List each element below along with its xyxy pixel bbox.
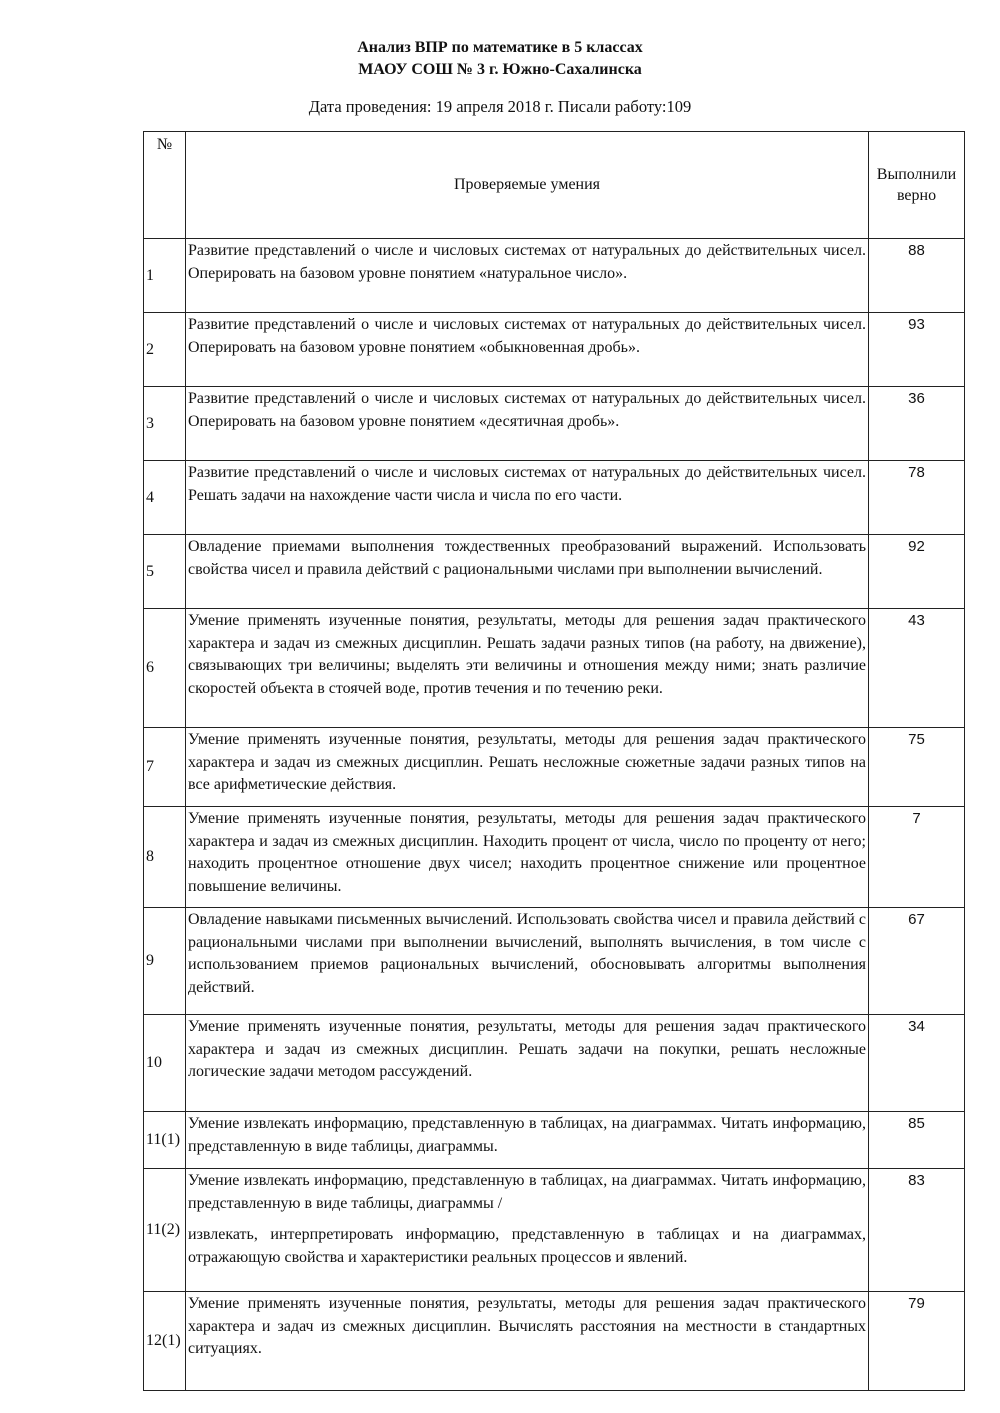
table-row bbox=[144, 387, 965, 461]
row-skill: Умение применять изученные понятия, результаты, методы для решения задач практического характера и задач из смежных дисциплин. Решать несложные сюжетные задачи разных типов на все арифметические действия. bbox=[186, 728, 869, 807]
row-result: 93 bbox=[869, 313, 965, 387]
table-row bbox=[144, 1169, 965, 1292]
row-result: 7 bbox=[869, 807, 965, 908]
row-number: 4 bbox=[144, 461, 186, 535]
row-skill: Развитие представлений о числе и числовых системах от натуральных до действительных чисел. Оперировать на базовом уровне понятием «натуральное число». bbox=[186, 239, 869, 313]
row-number: 12(1) bbox=[144, 1292, 186, 1391]
row-result: 79 bbox=[869, 1292, 965, 1391]
row-skill bbox=[186, 1169, 869, 1292]
document-subtitle: Дата проведения: 19 апреля 2018 г. Писали работу:109 bbox=[308, 97, 692, 116]
row-number: 11(1) bbox=[144, 1112, 186, 1169]
row-skill: Умение применять изученные понятия, результаты, методы для решения задач практического характера и задач из смежных дисциплин. Решать задачи разных типов (на работу, на движение), связывающих три величины; выделять эти величины и отношения между ними; знать различие скоростей объекта в стоячей воде, против течения и по течению реки. bbox=[186, 609, 869, 728]
row-skill: Умение применять изученные понятия, результаты, методы для решения задач практического характера и задач из смежных дисциплин. Решать задачи на покупки, решать несложные логические задачи методом рассуждений. bbox=[186, 1015, 869, 1112]
row-result: 78 bbox=[869, 461, 965, 535]
row-skill-part-2: извлекать, интерпретировать информацию, представленную в таблицах и на диаграммах, отражающую свойства и характеристики реальных процессов и явлений. bbox=[188, 1226, 866, 1266]
row-skill: Развитие представлений о числе и числовых системах от натуральных до действительных чисел. Оперировать на базовом уровне понятием «десятичная дробь». bbox=[186, 387, 869, 461]
row-number: 10 bbox=[144, 1015, 186, 1112]
row-skill: Умение извлекать информацию, представленную в таблицах, на диаграммах. Читать информацию, представленную в виде таблицы, диаграммы. bbox=[186, 1112, 869, 1169]
row-skill: Умение применять изученные понятия, результаты, методы для решения задач практического характера и задач из смежных дисциплин. Находить процент от числа, число по проценту от него; находить процентное отношение двух чисел; находить процентное снижение или процентное повышение величины. bbox=[186, 807, 869, 908]
table-row bbox=[144, 1112, 965, 1169]
table-row bbox=[144, 1015, 965, 1112]
document-title-line-1: Анализ ВПР по математике в 5 классах bbox=[357, 39, 643, 56]
row-number: 7 bbox=[144, 728, 186, 807]
row-number: 8 bbox=[144, 807, 186, 908]
document-title-line-2: МАОУ СОШ № 3 г. Южно-Сахалинска bbox=[358, 61, 642, 78]
row-skill: Развитие представлений о числе и числовых системах от натуральных до действительных чисел. Решать задачи на нахождение части числа и числа по его части. bbox=[186, 461, 869, 535]
table-header-row bbox=[144, 132, 965, 239]
table-row bbox=[144, 239, 965, 313]
row-result: 92 bbox=[869, 535, 965, 609]
table-row bbox=[144, 609, 965, 728]
row-number: 2 bbox=[144, 313, 186, 387]
table-row bbox=[144, 313, 965, 387]
column-header-skills: Проверяемые умения bbox=[186, 132, 869, 239]
row-result: 34 bbox=[869, 1015, 965, 1112]
table-row bbox=[144, 535, 965, 609]
row-number: 1 bbox=[144, 239, 186, 313]
row-number: 11(2) bbox=[144, 1169, 186, 1292]
table-row bbox=[144, 908, 965, 1015]
column-header-result: Выполнили верно bbox=[869, 132, 965, 239]
row-number: 5 bbox=[144, 535, 186, 609]
row-result: 36 bbox=[869, 387, 965, 461]
row-number: 3 bbox=[144, 387, 186, 461]
row-result: 75 bbox=[869, 728, 965, 807]
table-row bbox=[144, 461, 965, 535]
row-result: 88 bbox=[869, 239, 965, 313]
table-row bbox=[144, 807, 965, 908]
row-result: 43 bbox=[869, 609, 965, 728]
row-number: 9 bbox=[144, 908, 186, 1015]
row-skill: Развитие представлений о числе и числовых системах от натуральных до действительных чисел. Оперировать на базовом уровне понятием «обыкновенная дробь». bbox=[186, 313, 869, 387]
row-result: 83 bbox=[869, 1169, 965, 1292]
row-number: 6 bbox=[144, 609, 186, 728]
row-skill: Овладение навыками письменных вычислений. Использовать свойства чисел и правила действий с рациональными числами при выполнении вычислений, выполнять вычисления, в том числе с использованием приемов рациональных вычислений, обосновывать алгоритмы выполнения действий. bbox=[186, 908, 869, 1015]
row-result: 67 bbox=[869, 908, 965, 1015]
row-skill: Умение применять изученные понятия, результаты, методы для решения задач практического характера и задач из смежных дисциплин. Вычислять расстояния на местности в стандартных ситуациях. bbox=[186, 1292, 869, 1391]
results-table bbox=[143, 131, 965, 1391]
table-row bbox=[144, 728, 965, 807]
column-header-number: № bbox=[144, 132, 186, 239]
row-result: 85 bbox=[869, 1112, 965, 1169]
table-row bbox=[144, 1292, 965, 1391]
row-skill-part-1: Умение извлекать информацию, представленную в таблицах, на диаграммах. Читать информацию, представленную в виде таблицы, диаграммы / bbox=[188, 1172, 866, 1212]
row-skill: Овладение приемами выполнения тождественных преобразований выражений. Использовать свойства чисел и правила действий с рациональными числами при выполнении вычислений. bbox=[186, 535, 869, 609]
